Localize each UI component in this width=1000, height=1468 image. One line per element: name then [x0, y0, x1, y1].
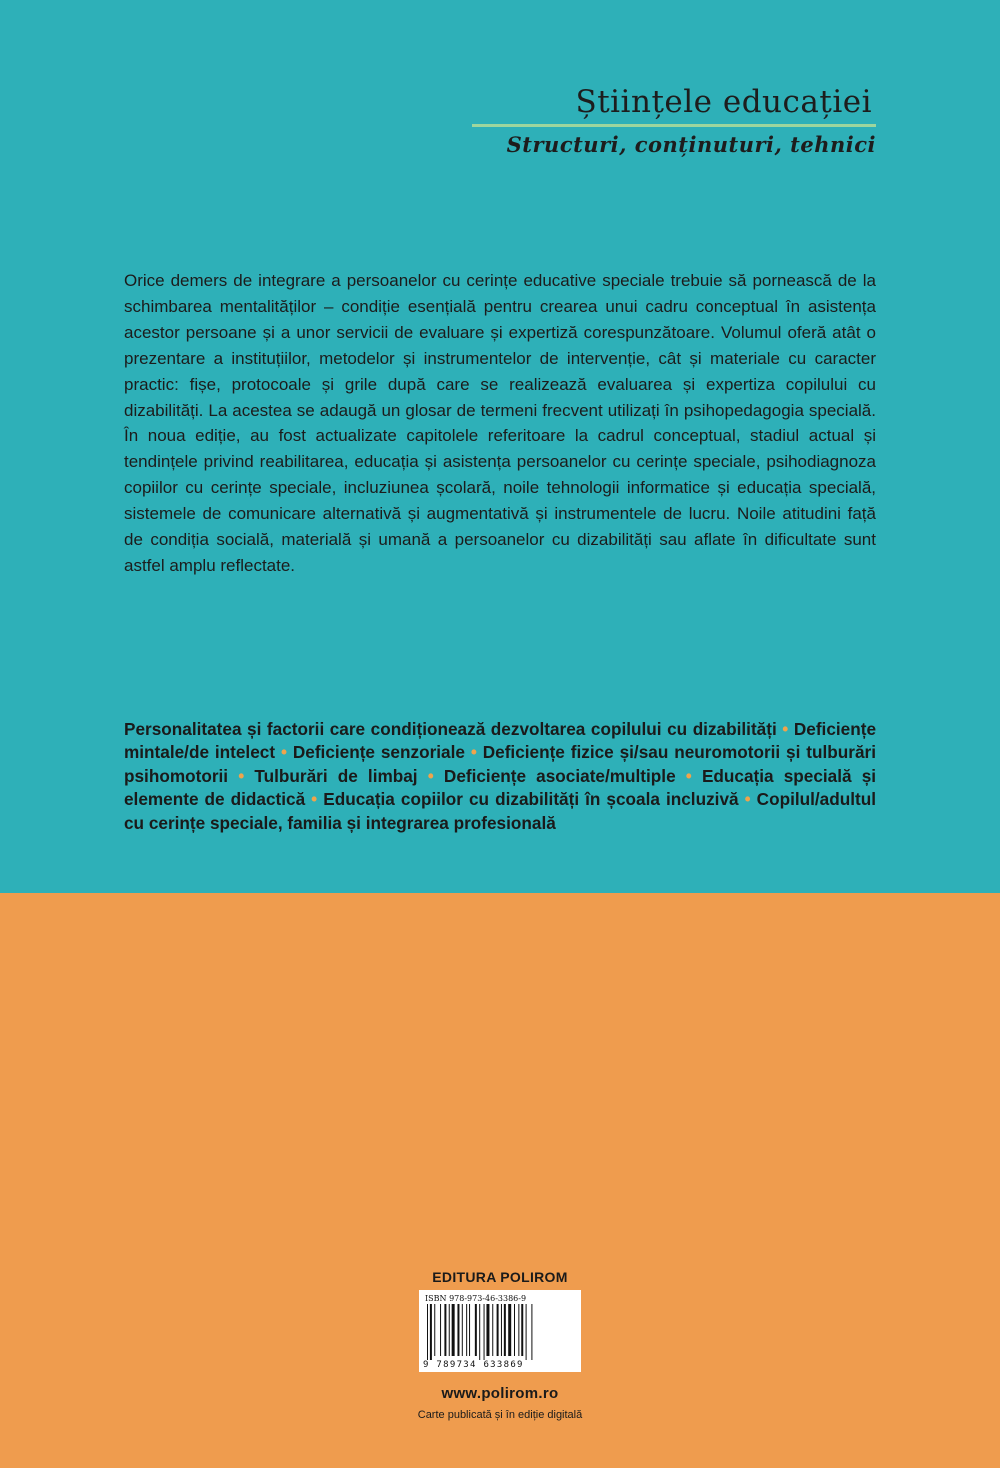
series-subtitle: Structuri, conținuturi, tehnici — [506, 132, 876, 157]
bullet-separator: • — [311, 789, 318, 810]
contents-list — [124, 718, 876, 835]
book-description: Orice demers de integrare a persoanelor cu cerințe educative speciale trebuie să pornească de la schimbarea mentalităților – condiție esențială pentru crearea unui cadru conceptual în asistența acestor persoane și a unor servicii de evaluare și expertiză corespunzătoare. Volumul oferă atât o prezentare a instituțiilor, metodelor și instrumentelor de intervenție, cât și materiale cu caracter practic: fișe, protocoale și grile după care se realizează evaluarea și expertiza copilului cu dizabilități. La acestea se adaugă un glosar de termeni frecvent utilizați în psihopedagogia specială. În noua ediție, au fost actualizate capitolele referitoare la cadrul conceptual, stadiul actual și tendințele privind reabilitarea, educația și asistența persoanelor cu cerințe speciale, psihodiagnoza copiilor cu cerințe speciale, incluziunea școlară, noile tehnologii informatice și educația specială, sistemele de comunicare alternativă și augmentativă și instrumentele de lucru. Noile atitudini față de condiția socială, materială și umană a persoanelor cu dizabilități sau aflate în dificultate sunt astfel amplu reflectate. — [124, 271, 876, 575]
bullet-separator: • — [685, 765, 692, 786]
contents-topic: Personalitatea și factorii care condiționează dezvoltarea copilului cu dizabilități — [124, 719, 777, 739]
publisher-website: www.polirom.ro — [441, 1385, 559, 1402]
isbn-barcode — [419, 1290, 581, 1372]
contents-topic: Deficiențe senzoriale — [292, 742, 465, 763]
bullet-separator: • — [782, 719, 789, 739]
series-title: Științele educației — [472, 80, 876, 127]
bullet-separator: • — [280, 742, 287, 763]
isbn-number: ISBN 978-973-46-3386-9 — [425, 1294, 527, 1303]
bullet-separator: • — [470, 742, 477, 763]
bullet-separator: • — [427, 765, 434, 786]
bullet-separator: • — [238, 765, 245, 786]
contents-topic: Tulburări de limbaj — [254, 765, 418, 786]
publisher-name: EDITURA POLIROM — [432, 1269, 568, 1285]
publisher-block — [390, 1266, 610, 1422]
contents-topic: Educația specială și elemente de didactică — [124, 765, 877, 810]
contents-topic: Deficiențe fizice și/sau neuromotorii și tulburări psihomotorii — [124, 742, 876, 786]
digital-edition-note: Carte publicată și în ediție digitală — [417, 1409, 583, 1421]
contents-topic: Deficiențe asociate/multiple — [443, 765, 676, 786]
contents-topic: Copilul/adultul cu cerințe speciale, familia și integrarea profesională — [124, 789, 876, 833]
contents-topic: Deficiențe mintale/de intelect — [124, 719, 877, 763]
barcode-icon — [425, 1304, 575, 1360]
contents-topic: Educația copiilor cu dizabilități în școala incluzivă — [323, 789, 739, 810]
barcode-digits: 9 789734 633869 — [423, 1360, 524, 1370]
bullet-separator: • — [744, 789, 751, 810]
series-header — [472, 80, 876, 159]
